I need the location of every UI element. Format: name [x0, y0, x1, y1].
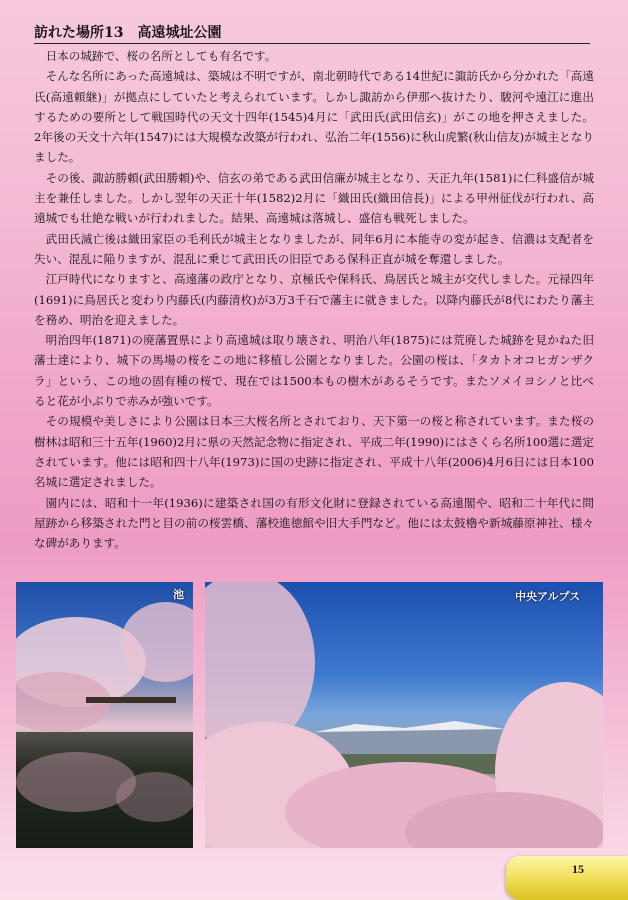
paragraph: その後、諏訪勝頼(武田勝頼)や、信玄の弟である武田信廉が城主となり、天正九年(1581)に仁科盛信が城主を兼任しました。しかし翌年の天正十年(1582)2月に「織田氏(織田信長)」による甲州征伐が行われ、高遠城でも壮絶な戦いが行われました。結果、高遠城は落城し、盛信も戦死しました。	[34, 170, 594, 226]
central-alps-cherry-blossom-photo	[205, 582, 603, 848]
page-number: 15	[572, 862, 584, 876]
article-heading: 訪れた場所13 高遠城址公園	[34, 24, 590, 44]
alps-photo-illustration	[205, 582, 603, 848]
right-photo-caption: 中央アルプス	[515, 590, 581, 603]
left-photo-caption: 池	[173, 588, 184, 601]
paragraph: 武田氏滅亡後は織田家臣の毛利氏が城主となりましたが、同年6月に本能寺の変が起き、信濃は支配者を失い、混乱に陥りますが、混乱に乗じて武田氏の旧臣である保科正直が城を奪還しました。	[34, 231, 594, 266]
paragraph: そんな名所にあった高遠城は、築城は不明ですが、南北朝時代である14世紀に諏訪氏から分かれた「高遠氏(高遠頼継)」が拠点にしていたと考えられています。しかし諏訪から伊那へ抜けたり、駿河や遠江に進出するための要所として戦国時代の天文十四年(1545)4月に「武田氏(武田信玄)」がこの地を押さえました。2年後の天文十六年(1547)には大規模な改築が行われ、弘治二年(1556)に秋山虎繁(秋山信友)が城主となりました。	[34, 69, 594, 165]
paragraph: その規模や美しさにより公園は日本三大桜名所とされており、天下第一の桜と称されています。また桜の樹林は昭和三十五年(1960)2月に県の天然記念物に指定され、平成二年(1990)にはさくら名所100選に選定されています。他には昭和四十八年(1973)に国の史跡に指定され、平成十八年(2006)4月6日には日本100名城に選定されました。	[34, 414, 594, 490]
pond-cherry-blossom-photo	[16, 582, 193, 848]
paragraph: 江戸時代になりますと、高遠藩の政庁となり、京極氏や保科氏、鳥居氏と城主が交代しました。元禄四年(1691)に鳥居氏と変わり内藤氏(内藤清枚)が3万3千石で藩主に就きました。以降内藤氏が8代にわたり藩主を務め、明治を迎えました。	[34, 272, 594, 327]
paragraph: 園内には、昭和十一年(1936)に建築され国の有形文化財に登録されている高遠閣や、昭和二十年代に問屋跡から移築された門と目の前の桜雲橋、藩校進徳館や旧大手門など。他には太鼓櫓や新城藤原神社、様々な碑があります。	[34, 495, 594, 551]
paragraph: 明治四年(1871)の廃藩置県により高遠城は取り壊され、明治八年(1875)には荒廃した城跡を見かねた旧藩士達により、城下の馬場の桜をこの地に移植し公園となりました。公園の桜は、「タカトオコヒガンザクラ」という、この地の固有種の桜で、現在では1500本もの樹木があるそうです。またソメイヨシノと比べると花が小ぶりで赤みが強いです。	[34, 333, 594, 409]
pond-photo-illustration	[16, 582, 193, 848]
page-number-tab	[506, 856, 628, 900]
paragraph: 日本の城跡で、桜の名所としても有名です。	[45, 49, 277, 63]
article-body	[34, 46, 594, 553]
